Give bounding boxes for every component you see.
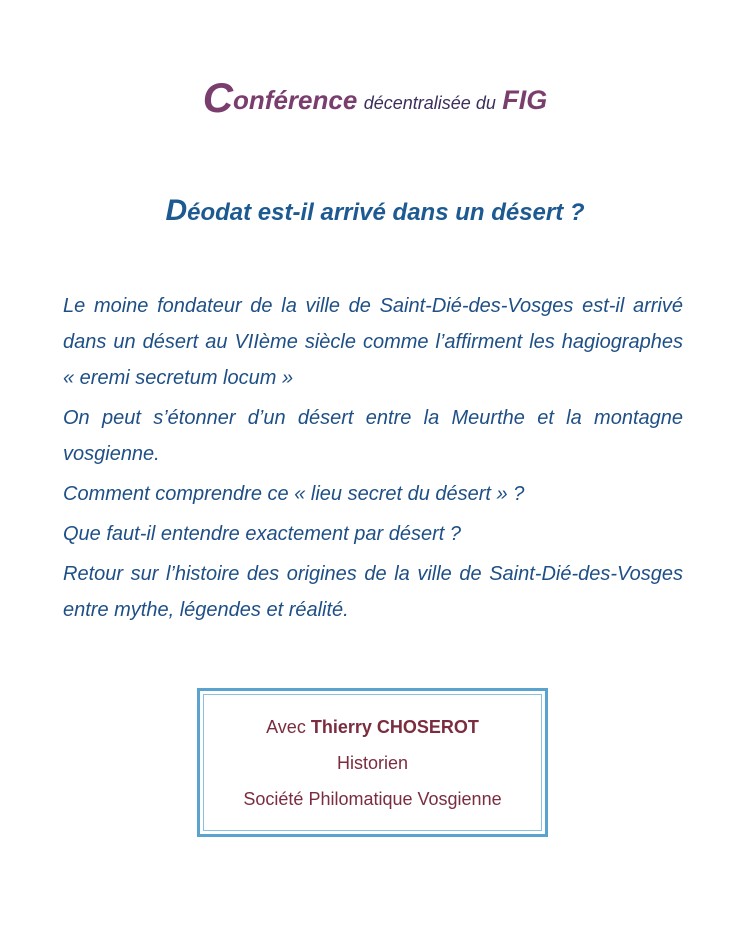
paragraph: Que faut-il entendre exactement par désert ? <box>63 523 462 545</box>
paragraph: Comment comprendre ce « lieu secret du désert » ? <box>63 483 525 505</box>
body-text <box>63 288 683 632</box>
speaker-box-inner <box>203 694 542 831</box>
speaker-line <box>204 709 541 745</box>
document-title <box>0 194 750 228</box>
title-initial: D <box>165 194 188 227</box>
header-middle: décentralisée du <box>363 93 496 113</box>
header-word: onférence <box>233 85 358 115</box>
paragraph: Retour sur l’histoire des origines de la ville de Saint-Dié-des-Vosges entre mythe, légendes et réalité. <box>63 563 683 621</box>
speaker-name: Thierry CHOSEROT <box>310 717 479 737</box>
speaker-box <box>197 688 548 837</box>
header-acronym: FIG <box>502 85 548 115</box>
header-initial: C <box>202 74 234 121</box>
speaker-organization: Société Philomatique Vosgienne <box>243 789 502 809</box>
paragraph: On peut s’étonner d’un désert entre la Meurthe et la montagne vosgienne. <box>63 407 683 465</box>
paragraph: Le moine fondateur de la ville de Saint-Dié-des-Vosges est-il arrivé dans un désert au VIIème siècle comme l’affirment les hagiographes « eremi secretum locum » <box>63 295 683 389</box>
conference-header <box>0 74 750 122</box>
speaker-role: Historien <box>336 753 409 773</box>
speaker-prefix: Avec <box>266 717 306 737</box>
title-rest: éodat est-il arrivé dans un désert ? <box>187 199 585 226</box>
